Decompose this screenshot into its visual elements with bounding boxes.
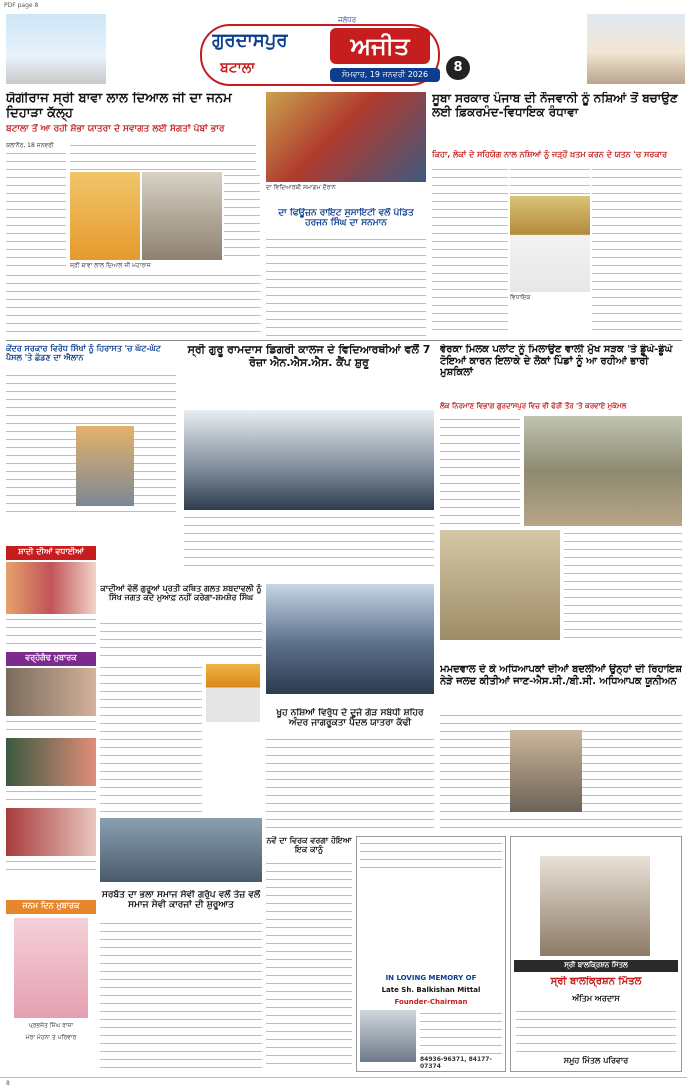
person-portrait-photo	[510, 730, 582, 812]
city-name-top: ਗੁਰਦਾਸਪੁਰ	[212, 30, 288, 51]
birthday-family: ਮੇਰਾ ਮੋਹਨਾ ਤੇ ਪਰਿਵਾਰ	[25, 1034, 77, 1041]
photo-caption: ਦਾ ਵਿਦਿਆਰਥੀ ਸਮਾਗਮ ਦੌਰਾਨ	[266, 184, 336, 191]
story-headline: ਕਾਦੀਆਂ ਵੱਲੋਂ ਗੁਰੂਆਂ ਪ੍ਰਤੀ ਕਥਿਤ ਗਲਤ ਸ਼ਬਦਾਵਲੀ ਨੂੰ ਸਿੱਖ ਜਗਤ ਕਦੇ ਮੁਆਫ਼ ਨਹੀਂ ਕਰੇਗਾ-ਸ਼ਮਸ਼ੇਰ ਸਿੰਘ	[100, 584, 262, 603]
birthday-child-name: ਪ੍ਰਭਜੋਤ ਸਿੰਘ ਰਾਜਾ	[28, 1022, 74, 1029]
advertisement-text	[516, 1008, 676, 1052]
person-portrait-photo	[76, 426, 134, 506]
newspaper-logo: ਅਜੀਤ	[330, 28, 430, 64]
damaged-road-photo	[524, 416, 682, 526]
memorial-phone: 84936-96371, 84177-07374	[420, 1056, 492, 1070]
memorial-title: IN LOVING MEMORY OF	[385, 974, 477, 982]
story-body-text	[266, 860, 352, 1070]
story-body-text	[100, 620, 262, 660]
story-headline: ਮਮਦਵਾਲ ਦੇ ਕੇ ਅਧਿਆਪਕਾਂ ਦੀਆਂ ਬਦਲੀਆਂ ਉਨ੍ਹਾਂ ਦੀ ਰਿਹਾਇਸ਼ ਨੇੜੇ ਜਲਦ ਕੀਤੀਆਂ ਜਾਣ-ਐਸ.ਸੀ./ਬੀ.ਸੀ. ਅਧਿਆਪਕ ਯੂਨੀਅਨ	[440, 664, 682, 687]
obituary-family: ਸਮੂਹ ਮਿੱਤਲ ਪਰਿਵਾਰ	[563, 1056, 629, 1065]
wedding-greetings-title: ਸ਼ਾਦੀ ਦੀਆਂ ਵਧਾਈਆਂ	[18, 547, 84, 556]
story-headline: ਨਵੇਂ ਦਾ ਵਿਰਕ ਵਰਗਾ ਹੋਇਆ ਇਕ ਕਾਨੂੰ	[266, 836, 352, 855]
story-body-text	[432, 166, 508, 336]
saint-portrait-photo	[70, 172, 140, 260]
nss-camp-photo	[184, 410, 434, 510]
city-name-bottom: ਬਟਾਲਾ	[220, 60, 256, 76]
story-body-text	[440, 416, 520, 526]
greeting-text	[6, 788, 96, 806]
greeting-text	[6, 616, 96, 650]
potholes-photo	[440, 530, 560, 640]
story-subheadline: ਲੋਕ ਨਿਰਮਾਣ ਵਿਭਾਗ ਗੁਰਦਾਸਪੁਰ ਵਿਚ ਵੀ ਫੇਰੀ ਤੌਰ 'ਤੇ ਕਰਵਾਏ ਮੁਕੰਮਲ	[440, 402, 627, 410]
memorial-role: Founder-Chairman	[394, 998, 468, 1006]
story-body-text	[100, 920, 262, 1070]
saint-portrait-photo	[142, 172, 222, 260]
mla-portrait-photo	[510, 196, 590, 292]
couple-photo	[6, 808, 96, 856]
story-body-text	[266, 736, 434, 828]
story-headline: ਸਰਬੱਤ ਦਾ ਭਲਾ ਸਮਾਜ ਸੇਵੀ ਗਰੁੱਪ ਵਲੋਂ ਤੇਜ਼ ਵਲੋਂ ਸਮਾਜ ਸੇਵੀ ਕਾਰਜਾਂ ਦੀ ਸ਼ੁਰੂਆਤ	[101, 890, 261, 911]
edition-place: ਜਲੰਧਰ	[338, 16, 357, 24]
photo-caption: ਵਿਧਾਇਕ	[510, 294, 531, 301]
story-headline: ਸੂਬਾ ਸਰਕਾਰ ਪੰਜਾਬ ਦੀ ਨੌਜਵਾਨੀ ਨੂੰ ਨਸ਼ਿਆਂ ਤੋਂ ਬਚਾਉਣ ਲਈ ਫ਼ਿਕਰਮੰਦ-ਵਿਧਾਇਕ ਰੰਧਾਵਾ	[432, 92, 678, 119]
memorial-name: Late Sh. Balkishan Mittal	[381, 986, 481, 994]
obituary-name: ਸ੍ਰੀ ਬਾਲਕ੍ਰਿਸ਼ਨ ਮਿੱਤਲ	[550, 976, 642, 987]
person-portrait-photo	[206, 664, 260, 722]
obituary-event: ਅੰਤਿਮ ਅਰਦਾਸ	[572, 994, 620, 1003]
story-headline: ਸ੍ਰੀ ਗੁਰੂ ਰਾਮਦਾਸ ਡਿਗਰੀ ਕਾਲਜ ਦੇ ਵਿਦਿਆਰਥੀਆਂ ਵਲੋਂ 7 ਰੋਜ਼ਾ ਐਨ.ਐਸ.ਐਸ. ਕੈਂਪ ਸ਼ੁਰੂ	[187, 344, 431, 369]
photo-caption: ਸ੍ਰੀ ਬਾਵਾ ਲਾਲ ਦਿਆਲ ਜੀ ਮਹਾਰਾਜ	[70, 262, 151, 269]
story-body-text	[564, 530, 682, 640]
issue-date: ਸੋਮਵਾਰ, 19 ਜਨਵਰੀ 2026	[330, 68, 440, 82]
obituary-portrait-photo	[540, 856, 650, 956]
footer-page-number: 8	[6, 1080, 10, 1087]
story-headline: ਖੂਹ ਨਸ਼ਿਆਂ ਵਿਰੁੱਧ ਦੇ ਦੂਜੇ ਗੇੜ ਸਬੰਧੀ ਸ਼ਹਿਰ ਅੰਦਰ ਜਾਗਰੂਕਤਾ ਪੈਦਲ ਯਾਤਰਾ ਕੱਢੀ	[276, 708, 424, 729]
memorial-photo	[360, 1010, 416, 1062]
anniversary-greetings-title: ਵਰ੍ਹੇਗੰਢ ਮੁਬਾਰਕ	[25, 653, 77, 662]
child-photo	[14, 918, 88, 1018]
story-dateline: ਕਲਾਨੌਰ, 18 ਜਨਵਰੀ	[6, 142, 54, 149]
story-headline: ਕੇਂਦਰ ਸਰਕਾਰ ਵਿਰੋਧ ਸਿੱਖਾਂ ਨੂੰ ਹਿਰਾਸਤ 'ਚ ਘੱਟ-ਘੱਟ ਪੈਸਲ 'ਤੇ ਛੱਡਣ ਦਾ ਐਲਾਨ	[6, 344, 161, 363]
story-body-text	[592, 166, 682, 336]
section-divider	[6, 340, 682, 341]
birthday-greetings-title: ਜਨਮ ਦਿਨ ਮੁਬਾਰਕ	[22, 901, 80, 910]
page-footer	[0, 1077, 687, 1089]
story-headline: ਵੇਰਕਾ ਮਿਲਕ ਪਲਾਂਟ ਨੂੰ ਮਿਲਾਉਣ ਵਾਲੀ ਮੁੱਖ ਸੜਕ 'ਤੇ ਡੂੰਘੇ-ਡੂੰਘੇ ਟੋਇਆਂ ਕਾਰਨ ਇਲਾਕੇ ਦੇ ਲੋਕਾਂ ਪਿੰਡਾਂ ਨੂੰ ਆ ਰਹੀਆਂ ਭਾਰੀ ਮੁਸ਼ਕਿਲਾਂ	[440, 344, 673, 378]
gurudwara-photo-left	[6, 14, 106, 84]
rally-photo	[266, 584, 434, 694]
greeting-text	[6, 858, 96, 876]
story-body-text	[100, 664, 202, 814]
story-body-text	[224, 172, 260, 262]
couple-photo	[6, 562, 96, 614]
story-headline: ਯੋਗੀਰਾਜ ਸ੍ਰੀ ਬਾਵਾ ਲਾਲ ਦਿਆਲ ਜੀ ਦਾ ਜਨਮ ਦਿਹਾੜਾ ਕੱਲ੍ਹ	[6, 92, 232, 121]
story-body-text	[510, 166, 590, 194]
event-photo	[266, 92, 426, 182]
greeting-text	[6, 718, 96, 736]
couple-photo	[6, 668, 96, 716]
page-number: 8	[446, 56, 470, 80]
story-body-text	[70, 142, 256, 170]
group-photo	[100, 818, 262, 882]
story-headline: ਦਾ ਫਿਊਜ਼ਨ ਰਾਇਟ ਸੁਸਾਇਟੀ ਵਲੋਂ ਪੰਡਿਤ ਹਰਜਨ ਸਿੰਘ ਦਾ ਸਨਮਾਨ	[278, 208, 414, 229]
pdf-header-strip: PDF page 8	[4, 2, 39, 9]
obituary-label: ਸ੍ਰੀ ਬਾਲਕ੍ਰਿਸ਼ਨ ਮਿੱਤਲ	[564, 961, 628, 969]
couple-photo	[6, 738, 96, 786]
story-subheadline: ਬਟਾਲਾ ਤੋਂ ਆ ਰਹੀ ਸ਼ੋਭਾ ਯਾਤਰਾ ਦੇ ਸਵਾਗਤ ਲਈ ਸੰਗਤਾਂ ਪੱਬਾਂ ਭਾਰ	[6, 124, 225, 134]
story-body-text	[184, 514, 434, 568]
advertisement-text	[360, 840, 502, 870]
advertisement-text	[420, 1010, 502, 1054]
story-body-text	[6, 272, 261, 338]
story-subheadline: ਕਿਹਾ, ਲੋਕਾਂ ਦੇ ਸਹਿਯੋਗ ਨਾਲ ਨਸ਼ਿਆਂ ਨੂੰ ਜੜ੍ਹੋਂ ਖ਼ਤਮ ਕਰਨ ਦੇ ਯਤਨ 'ਚ ਸਰਕਾਰ	[432, 150, 668, 159]
masthead	[0, 10, 687, 88]
story-body-text	[266, 236, 426, 336]
temple-photo-right	[587, 14, 685, 84]
